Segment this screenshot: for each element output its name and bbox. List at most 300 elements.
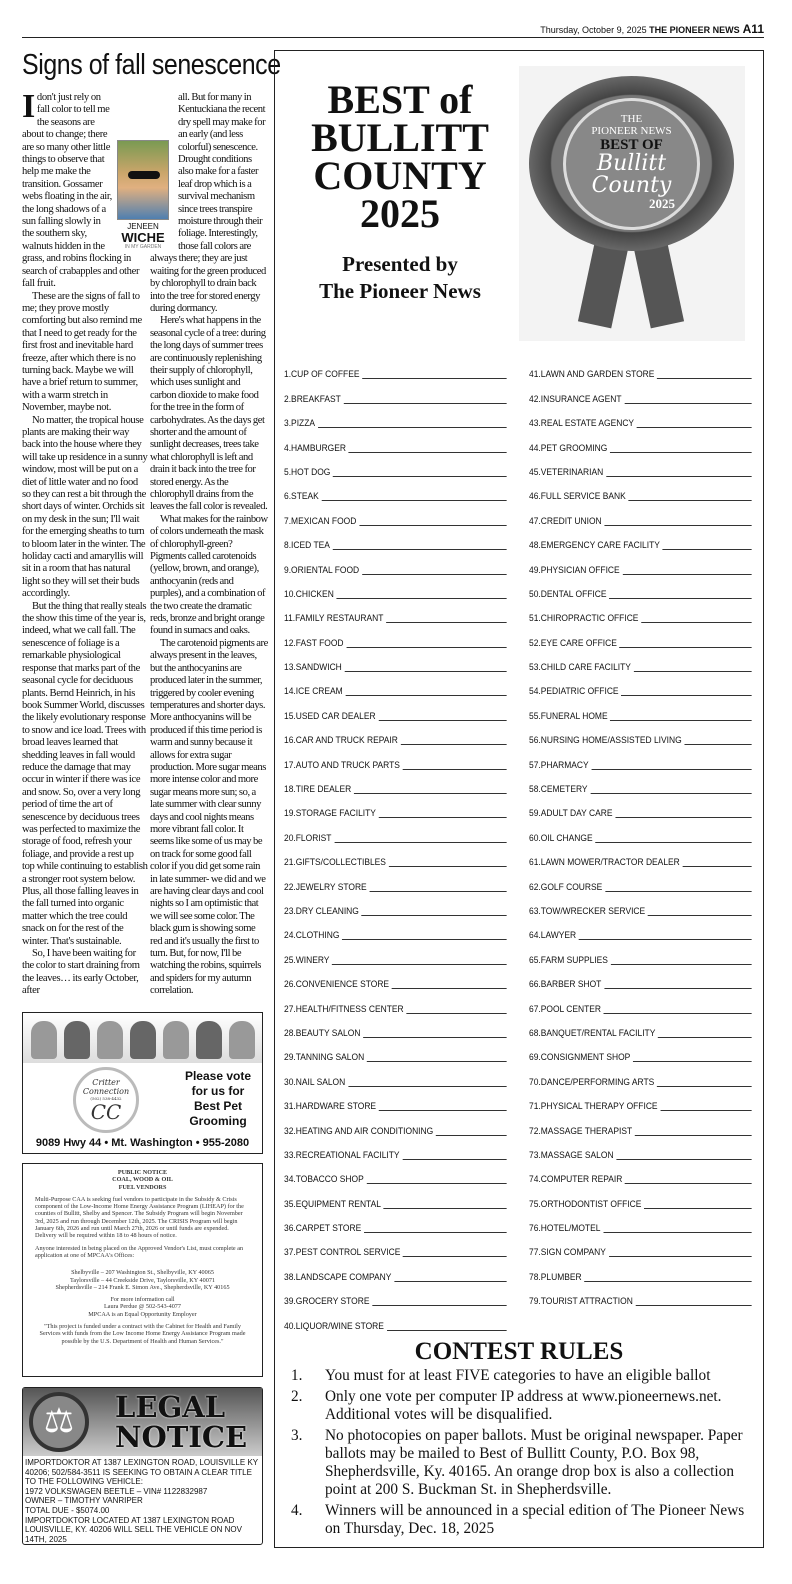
presented-line: Presented by	[342, 252, 458, 276]
ballot-category-label: 79.	[529, 1296, 541, 1307]
ballot-write-in-line[interactable]	[359, 525, 506, 526]
ballot-write-in-line[interactable]	[364, 1232, 507, 1233]
ballot-write-in-line[interactable]	[621, 695, 751, 696]
ballot-write-in-line[interactable]	[579, 939, 752, 940]
rule-number: 4.	[291, 1502, 303, 1519]
ballot-category-name: HEATING AND AIR CONDITIONING	[295, 1125, 434, 1136]
ballot-category-label: 41.	[529, 369, 541, 380]
ballot-category-name: PHYSICIAN OFFICE	[540, 564, 620, 575]
ballot-entry[interactable]	[284, 800, 507, 824]
ballot-category-label: 77.	[529, 1247, 541, 1258]
ballot-category-label: 12.	[284, 637, 296, 648]
ballot-category-label: 49.	[529, 564, 541, 575]
ballot-entry[interactable]	[529, 434, 752, 458]
ballot-category-name: HEALTH/FITNESS CENTER	[295, 1003, 404, 1014]
ballot-write-in-line[interactable]	[362, 915, 507, 916]
ballot-category-name: JEWELRY STORE	[295, 881, 367, 892]
ballot-write-in-line[interactable]	[362, 574, 507, 575]
ballot-entry[interactable]	[529, 1166, 752, 1190]
ballot-write-in-line[interactable]	[333, 476, 506, 477]
ballot-category-name: POOL CENTER	[540, 1003, 602, 1014]
ballot-entry[interactable]	[529, 702, 752, 726]
pet-grooming-ad	[22, 1012, 263, 1154]
article-paragraph: all. But for many in Kentuckiana the recent dry spell may make for an early (and less colorful) senescence. Drought conditions also make for a faster leaf drop which is a survival mechanism since trees transpire moisture through their foliage. Interestingly, those fall colors are always there; they are just waiting for the green produced by chlorophyll to drain back into the tree for stored energy during dormancy.	[150, 92, 266, 314]
ballot-category-label: 34.	[284, 1174, 296, 1185]
ballot-category-label: 3.	[284, 418, 292, 429]
ballot-entry[interactable]	[284, 1044, 507, 1068]
legal-notice-body: IMPORTDOKTOR AT 1387 LEXINGTON ROAD, LOUISVILLE KY 40206; 502/584-3511 IS SEEKING TO OBTAIN A CLEAR TITLE TO THE FOLLOWING VEHICLE: 1972 VOLKSWAGEN BEETLE – VIN# 1122832987 OWNER – TIMOTHY VANRIPER TOTAL DUE - $5074.00 IMPORTDOKTOR LOCATED AT 1387 LEXINGTON ROAD LOUISVILLE, KY. 40206 WILL SELL THE VEHICLE ON NOV 14TH, 2025	[25, 1458, 258, 1544]
ballot-category-label: 17.	[284, 759, 296, 770]
ballot-entry[interactable]	[529, 654, 752, 678]
article-paragraph: So, I have been waiting for the color to start draining from the leaves… its early October, after	[22, 948, 140, 997]
ballot-entry[interactable]	[284, 995, 507, 1019]
ballot-write-in-line[interactable]	[334, 842, 506, 843]
ballot-category-name: WINERY	[295, 954, 330, 965]
funding-statement: "This project is funded under a contract with the Cabinet for Health and Family Services with funds from the Low Income Home Energy Assistance Program made possible by the U.S. Department of Health and Human Services."	[39, 1323, 246, 1345]
ballot-entry[interactable]	[284, 873, 507, 897]
ballot-entry[interactable]	[284, 776, 507, 800]
ballot-entry[interactable]	[284, 483, 507, 507]
ballot-category-name: CHILD CARE FACILITY	[540, 662, 631, 673]
ballot-write-in-line[interactable]	[386, 622, 506, 623]
contest-rule	[291, 1367, 753, 1385]
ballot-entry[interactable]	[529, 824, 752, 848]
title-line: COUNTY	[313, 153, 487, 198]
ballot-write-in-line[interactable]	[633, 1061, 751, 1062]
ballot-entry[interactable]	[284, 946, 507, 970]
ballot-entry[interactable]	[529, 483, 752, 507]
ballot-entry[interactable]	[529, 849, 752, 873]
article-paragraph: don't just rely on fall color to tell me the seasons are about to change; there are so many other little things to observe that help me make the transition. Gossamer webs floating in the air, the long shadows of a sun falling slowly in the southern sky, walnuts hidden in the grass, and robins flocking in search of crabapples and other fall fruit.	[22, 92, 140, 290]
article-paragraph: The carotenoid pigments are always present in the leaves, but the anthocyanins are produced later in the summer, triggered by cooler evening temperatures and shorter days. More anthocyanins will be produced if this time period is warm and sunny because it allows for extra sugar production. More sugar means more intense color and more sugar means more sun; so, a late summer with clear sunny days and cool nights means more vibrant fall color. It seems like some of us may be on track for some good fall color if you did get some rain in late summer- we did and we are having clear days and cool nights so I am optimistic that we will see some color. The black gum is showing some red and it's usually the first to turn. But, for now, I'll be watching the robins, squirrels and spiders for my autumn correlation.	[150, 637, 268, 997]
ballot-category-label: 59.	[529, 808, 541, 819]
badge-text: BEST OF	[600, 137, 663, 153]
ballot-entry[interactable]	[529, 727, 752, 751]
ballot-category-label: 70.	[529, 1076, 541, 1087]
legal-notice	[22, 1387, 263, 1545]
ballot-category-label: 32.	[284, 1125, 296, 1136]
ballot-write-in-line[interactable]	[403, 769, 507, 770]
ballot-category-name: TOBACCO SHOP	[295, 1174, 364, 1185]
ballot-category-name: USED CAR DEALER	[295, 710, 376, 721]
legal-word: LEGAL	[115, 1390, 226, 1424]
pet-ad-address: 9089 Hwy 44 • Mt. Washington • 955-2080	[23, 1137, 262, 1150]
ballot-entry[interactable]	[529, 459, 752, 483]
ballot-entry[interactable]	[529, 1117, 752, 1141]
ballot-category-name: OIL CHANGE	[540, 832, 593, 843]
ballot-category-label: 23.	[284, 905, 296, 916]
ballot-category-label: 33.	[284, 1149, 296, 1160]
ballot-write-in-line[interactable]	[403, 1256, 506, 1257]
ballot-category-name: LAWN MOWER/TRACTOR DEALER	[540, 857, 680, 868]
rule-text: Only one vote per computer IP address at www.pioneernews.net. Additional votes will be disqualified.	[325, 1388, 722, 1423]
ballot-write-in-line[interactable]	[354, 793, 507, 794]
legal-notice-banner	[23, 1388, 262, 1456]
ballot-write-in-line[interactable]	[366, 1183, 506, 1184]
cta-line: Grooming	[189, 1114, 247, 1128]
ballot-category-label: 68.	[529, 1027, 541, 1038]
ballot-entry[interactable]	[529, 1215, 752, 1239]
ballot-list-left	[284, 361, 508, 1337]
ballot-write-in-line[interactable]	[609, 1256, 752, 1257]
ballot-category-name: LAWN AND GARDEN STORE	[540, 369, 655, 380]
ballot-category-label: 50.	[529, 588, 541, 599]
ballot-write-in-line[interactable]	[394, 1281, 506, 1282]
ballot-write-in-line[interactable]	[362, 378, 506, 379]
ballot-write-in-line[interactable]	[402, 1159, 506, 1160]
ballot-write-in-line[interactable]	[345, 695, 506, 696]
ballot-entry[interactable]	[284, 410, 507, 434]
ballot-entry[interactable]	[529, 1288, 752, 1312]
badge-text: PIONEER NEWS	[591, 125, 672, 137]
rule-number: 3.	[291, 1427, 303, 1444]
ballot-entry[interactable]	[284, 1263, 507, 1287]
ballot-write-in-line[interactable]	[322, 500, 507, 501]
ballot-write-in-line[interactable]	[436, 1135, 507, 1136]
ballot-category-label: 35.	[284, 1198, 296, 1209]
issue-date: Thursday, October 9, 2025	[540, 25, 647, 35]
ballot-category-name: DENTAL OFFICE	[540, 588, 607, 599]
ballot-write-in-line[interactable]	[584, 1281, 751, 1282]
contact-line: Laura Perdue @ 502-543-4077	[103, 1303, 181, 1311]
ballot-category-name: CEMETERY	[540, 784, 588, 795]
ballot-entry[interactable]	[284, 556, 507, 580]
ballot-entry[interactable]	[529, 385, 752, 409]
ballot-write-in-line[interactable]	[384, 1208, 507, 1209]
ballot-category-label: 62.	[529, 881, 541, 892]
ballot-write-in-line[interactable]	[657, 378, 751, 379]
ballot-category-name: CARPET STORE	[295, 1223, 362, 1234]
ballot-entry[interactable]	[284, 922, 507, 946]
ballot-write-in-line[interactable]	[634, 671, 752, 672]
ballot-write-in-line[interactable]	[379, 817, 507, 818]
ballot-write-in-line[interactable]	[644, 1208, 751, 1209]
ballot-entry[interactable]	[284, 1166, 507, 1190]
ballot-category-label: 66.	[529, 979, 541, 990]
ballot-title	[285, 77, 515, 236]
article-paragraph: Here's what happens in the seasonal cycle of a tree: during the long days of summer trees are continuously replenishing their supply of chlorophyll, which uses sunlight and carbon dioxide to make food for the tree in the form of carbohydrates. As the days get shorter and the amount of sunlight decreases, trees take what chlorophyll is left and drain it back into the tree for stored energy. As the chlorophyll drains from the leaves the fall color is revealed.	[150, 315, 268, 513]
ballot-category-name: PEDIATRIC OFFICE	[540, 686, 619, 697]
title-line: BEST of	[327, 77, 473, 122]
ballot-entry[interactable]	[284, 678, 507, 702]
ballot-entry[interactable]	[284, 361, 507, 385]
ballot-entry[interactable]	[529, 873, 752, 897]
ballot-entry[interactable]	[284, 1190, 507, 1214]
ballot-write-in-line[interactable]	[591, 769, 751, 770]
title-line: 2025	[360, 191, 440, 236]
ballot-write-in-line[interactable]	[648, 915, 752, 916]
ballot-write-in-line[interactable]	[346, 647, 506, 648]
ballot-write-in-line[interactable]	[620, 647, 752, 648]
ballot-entry[interactable]	[529, 532, 752, 556]
ballot-category-label: 61.	[529, 857, 541, 868]
ballot-entry[interactable]	[529, 995, 752, 1019]
ballot-entry[interactable]	[529, 1190, 752, 1214]
ballot-entry[interactable]	[284, 702, 507, 726]
ballot-entry[interactable]	[284, 1117, 507, 1141]
ballot-write-in-line[interactable]	[635, 1135, 752, 1136]
ballot-category-label: 24.	[284, 930, 296, 941]
ballot-write-in-line[interactable]	[658, 1037, 751, 1038]
ballot-category-label: 52.	[529, 637, 541, 648]
ballot-entry[interactable]	[529, 751, 752, 775]
ballot-write-in-line[interactable]	[683, 866, 752, 867]
ballot-entry[interactable]	[284, 1093, 507, 1117]
ballot-category-name: EYE CARE OFFICE	[540, 637, 617, 648]
ballot-category-label: 46.	[529, 491, 541, 502]
ballot-entry[interactable]	[284, 629, 507, 653]
ballot-list-right	[529, 361, 753, 1312]
ballot-entry[interactable]	[284, 849, 507, 873]
ballot-category-label: 71.	[529, 1101, 541, 1112]
page-number: A11	[742, 22, 764, 36]
ballot-category-name: GOLF COURSE	[540, 881, 603, 892]
ballot-write-in-line[interactable]	[378, 720, 506, 721]
ballot-write-in-line[interactable]	[406, 1013, 506, 1014]
ballot-category-label: 60.	[529, 832, 541, 843]
ballot-entry[interactable]	[284, 459, 507, 483]
ballot-entry[interactable]	[284, 1068, 507, 1092]
ballot-entry[interactable]	[284, 1142, 507, 1166]
ballot-entry[interactable]	[529, 898, 752, 922]
ballot-category-name: CREDIT UNION	[540, 515, 602, 526]
ballot-category-label: 13.	[284, 662, 296, 673]
ballot-write-in-line[interactable]	[604, 525, 751, 526]
column-name: IN MY GARDEN	[124, 244, 162, 250]
ballot-write-in-line[interactable]	[629, 500, 752, 501]
ballot-write-in-line[interactable]	[604, 988, 751, 989]
ballot-entry[interactable]	[529, 1239, 752, 1263]
ballot-entry[interactable]	[284, 751, 507, 775]
ballot-entry[interactable]	[529, 1044, 752, 1068]
ballot-write-in-line[interactable]	[333, 549, 507, 550]
ballot-entry[interactable]	[529, 556, 752, 580]
ballot-category-name: MASSAGE THERAPIST	[540, 1125, 633, 1136]
ballot-write-in-line[interactable]	[657, 1086, 752, 1087]
ballot-category-label: 8.	[284, 540, 292, 551]
badge-text: County	[591, 173, 672, 198]
ballot-category-label: 36.	[284, 1223, 296, 1234]
contact-line: MPCAA is an Equal Opportunity Employer	[88, 1310, 197, 1318]
ballot-entry[interactable]	[529, 1263, 752, 1287]
ballot-category-name: CHICKEN	[295, 588, 334, 599]
ballot-category-name: BARBER SHOT	[540, 979, 602, 990]
ballot-entry[interactable]	[529, 605, 752, 629]
ballot-category-name: PHARMACY	[540, 759, 589, 770]
ballot-category-name: FAST FOOD	[295, 637, 344, 648]
ballot-category-label: 4.	[284, 442, 292, 453]
ballot-category-name: LANDSCAPE COMPANY	[295, 1271, 392, 1282]
ballot-category-label: 65.	[529, 954, 541, 965]
ballot-category-name: TIRE DEALER	[295, 784, 352, 795]
ballot-category-label: 56.	[529, 735, 541, 746]
ballot-category-label: 48.	[529, 540, 541, 551]
ballot-category-name: NAIL SALON	[295, 1076, 346, 1087]
ballot-category-label: 9.	[284, 564, 292, 575]
ballot-write-in-line[interactable]	[605, 891, 752, 892]
ballot-category-label: 5.	[284, 466, 292, 477]
ballot-write-in-line[interactable]	[637, 427, 752, 428]
ballot-entry[interactable]	[529, 410, 752, 434]
ballot-category-label: 63.	[529, 905, 541, 916]
ballot-category-name: PIZZA	[291, 418, 316, 429]
logo-name: Critter Connection	[82, 1078, 130, 1096]
ballot-category-name: FAMILY RESTAURANT	[295, 613, 384, 624]
ballot-write-in-line[interactable]	[641, 622, 751, 623]
ballot-entry[interactable]	[284, 824, 507, 848]
ballot-entry[interactable]	[529, 776, 752, 800]
ballot-write-in-line[interactable]	[684, 744, 751, 745]
ballot-write-in-line[interactable]	[609, 598, 751, 599]
ballot-entry[interactable]	[284, 1288, 507, 1312]
ballot-category-name: CUP OF COFFEE	[291, 369, 360, 380]
ballot-write-in-line[interactable]	[603, 1232, 751, 1233]
ballot-entry[interactable]	[529, 1142, 752, 1166]
ballot-entry[interactable]	[529, 1093, 752, 1117]
ballot-entry[interactable]	[529, 971, 752, 995]
presented-by	[285, 251, 515, 305]
ballot-write-in-line[interactable]	[392, 988, 507, 989]
article-paragraph: What makes for the rainbow of colors underneath the mask of chlorophyll-green? Pigments called carotenoids (yellow, brown, and orange), anthocyanin (reds and purples), and a combination of the two create the dramatic reds, bronze and bright orange found in sumacs and oaks.	[150, 513, 268, 637]
ballot-write-in-line[interactable]	[663, 549, 752, 550]
ballot-category-name: HARDWARE STORE	[295, 1101, 377, 1112]
ballot-category-label: 6.	[284, 491, 292, 502]
ballot-category-name: GROCERY STORE	[295, 1296, 370, 1307]
ballot-entry[interactable]	[284, 385, 507, 409]
ballot-category-label: 16.	[284, 735, 296, 746]
ballot-write-in-line[interactable]	[332, 964, 506, 965]
cta-line: Please vote	[184, 1069, 252, 1083]
badge-text: THE	[620, 113, 643, 125]
ballot-entry[interactable]	[284, 532, 507, 556]
ballot-category-label: 30.	[284, 1076, 296, 1087]
ballot-category-name: INSURANCE AGENT	[540, 393, 622, 404]
ballot-write-in-line[interactable]	[345, 671, 507, 672]
ballot-write-in-line[interactable]	[372, 1305, 506, 1306]
ballot-category-name: AUTO AND TRUCK PARTS	[295, 759, 400, 770]
ballot-entry[interactable]	[284, 605, 507, 629]
ballot-category-label: 73.	[529, 1149, 541, 1160]
ballot-write-in-line[interactable]	[318, 427, 507, 428]
ballot-entry[interactable]	[529, 800, 752, 824]
logo-monogram: CC	[90, 1100, 122, 1124]
ballot-write-in-line[interactable]	[610, 720, 751, 721]
ballot-entry[interactable]	[529, 1068, 752, 1092]
ballot-category-label: 26.	[284, 979, 296, 990]
ballot-entry[interactable]	[284, 507, 507, 531]
ballot-write-in-line[interactable]	[379, 1110, 507, 1111]
paper-name: THE PIONEER NEWS	[649, 25, 740, 35]
ballot-entry[interactable]	[284, 971, 507, 995]
ballot-category-name: CONSIGNMENT SHOP	[540, 1052, 631, 1063]
ballot-entry[interactable]	[284, 1312, 507, 1336]
ballot-write-in-line[interactable]	[344, 403, 507, 404]
ballot-entry[interactable]	[529, 922, 752, 946]
ballot-write-in-line[interactable]	[660, 1110, 751, 1111]
contest-rules-list	[291, 1367, 753, 1541]
ballot-category-label: 40.	[284, 1320, 296, 1331]
ballot-write-in-line[interactable]	[604, 1013, 752, 1014]
ballot-category-label: 44.	[529, 442, 541, 453]
ballot-write-in-line[interactable]	[389, 866, 507, 867]
ballot-write-in-line[interactable]	[610, 452, 751, 453]
ballot-category-label: 53.	[529, 662, 541, 673]
ballot-category-name: ORTHODONTIST OFFICE	[540, 1198, 642, 1209]
ballot-category-label: 57.	[529, 759, 541, 770]
contact-line: For more information call	[110, 1296, 175, 1304]
ballot-entry[interactable]	[284, 727, 507, 751]
ballot-write-in-line[interactable]	[625, 1183, 751, 1184]
ballot-entry[interactable]	[529, 678, 752, 702]
ballot-category-name: DANCE/PERFORMING ARTS	[540, 1076, 655, 1087]
ballot-category-label: 54.	[529, 686, 541, 697]
ballot-write-in-line[interactable]	[349, 452, 507, 453]
ballot-entry[interactable]	[284, 898, 507, 922]
ballot-write-in-line[interactable]	[369, 891, 506, 892]
ballot-category-label: 27.	[284, 1003, 296, 1014]
ballot-entry[interactable]	[284, 654, 507, 678]
ballot-category-label: 64.	[529, 930, 541, 941]
ballot-entry[interactable]	[529, 946, 752, 970]
ballot-entry[interactable]	[284, 1239, 507, 1263]
ballot-category-label: 28.	[284, 1027, 296, 1038]
ballot-write-in-line[interactable]	[363, 1037, 506, 1038]
ballot-category-name: COMPUTER REPAIR	[540, 1174, 623, 1185]
ballot-entry[interactable]	[529, 1020, 752, 1044]
ballot-entry[interactable]	[284, 1215, 507, 1239]
ballot-category-label: 51.	[529, 613, 541, 624]
author-first-name: JENEEN	[127, 222, 159, 231]
sunglasses-icon	[128, 171, 160, 179]
ballot-entry[interactable]	[529, 629, 752, 653]
office-address: Shepherdsville – 214 Frank E. Simon Ave., Shepherdsville, KY 40165	[55, 1283, 230, 1291]
ballot-category-name: ORIENTAL FOOD	[291, 564, 360, 575]
notice-title: COAL, WOOD & OIL	[112, 1176, 173, 1184]
ballot-write-in-line[interactable]	[616, 1159, 751, 1160]
ballot-entry[interactable]	[529, 361, 752, 385]
ballot-entry[interactable]	[284, 581, 507, 605]
ballot-write-in-line[interactable]	[611, 964, 752, 965]
ballot-entry[interactable]	[284, 1020, 507, 1044]
ballot-write-in-line[interactable]	[624, 403, 751, 404]
ballot-write-in-line[interactable]	[367, 1061, 507, 1062]
ballot-write-in-line[interactable]	[337, 598, 507, 599]
ballot-write-in-line[interactable]	[595, 842, 751, 843]
ballot-write-in-line[interactable]	[348, 1086, 507, 1087]
ballot-category-name: SANDWICH	[295, 662, 342, 673]
ballot-write-in-line[interactable]	[387, 1330, 507, 1331]
ballot-category-label: 75.	[529, 1198, 541, 1209]
ballot-write-in-line[interactable]	[606, 476, 752, 477]
ballot-write-in-line[interactable]	[342, 939, 506, 940]
ballot-write-in-line[interactable]	[590, 793, 751, 794]
ballot-entry[interactable]	[284, 434, 507, 458]
ballot-category-name: FLORIST	[295, 832, 332, 843]
ballot-write-in-line[interactable]	[636, 1305, 752, 1306]
ballot-category-name: CLOTHING	[295, 930, 340, 941]
ballot-category-label: 15.	[284, 710, 296, 721]
ballot-entry[interactable]	[529, 581, 752, 605]
ballot-category-label: 58.	[529, 784, 541, 795]
ballot-write-in-line[interactable]	[615, 817, 751, 818]
ballot-category-name: TANNING SALON	[295, 1052, 365, 1063]
ballot-category-name: REAL ESTATE AGENCY	[540, 418, 635, 429]
logo-phone: (502) 538-4432	[90, 1096, 122, 1101]
ballot-category-name: FULL SERVICE BANK	[540, 491, 626, 502]
ballot-write-in-line[interactable]	[401, 744, 507, 745]
ballot-write-in-line[interactable]	[622, 574, 751, 575]
ballot-entry[interactable]	[529, 507, 752, 531]
